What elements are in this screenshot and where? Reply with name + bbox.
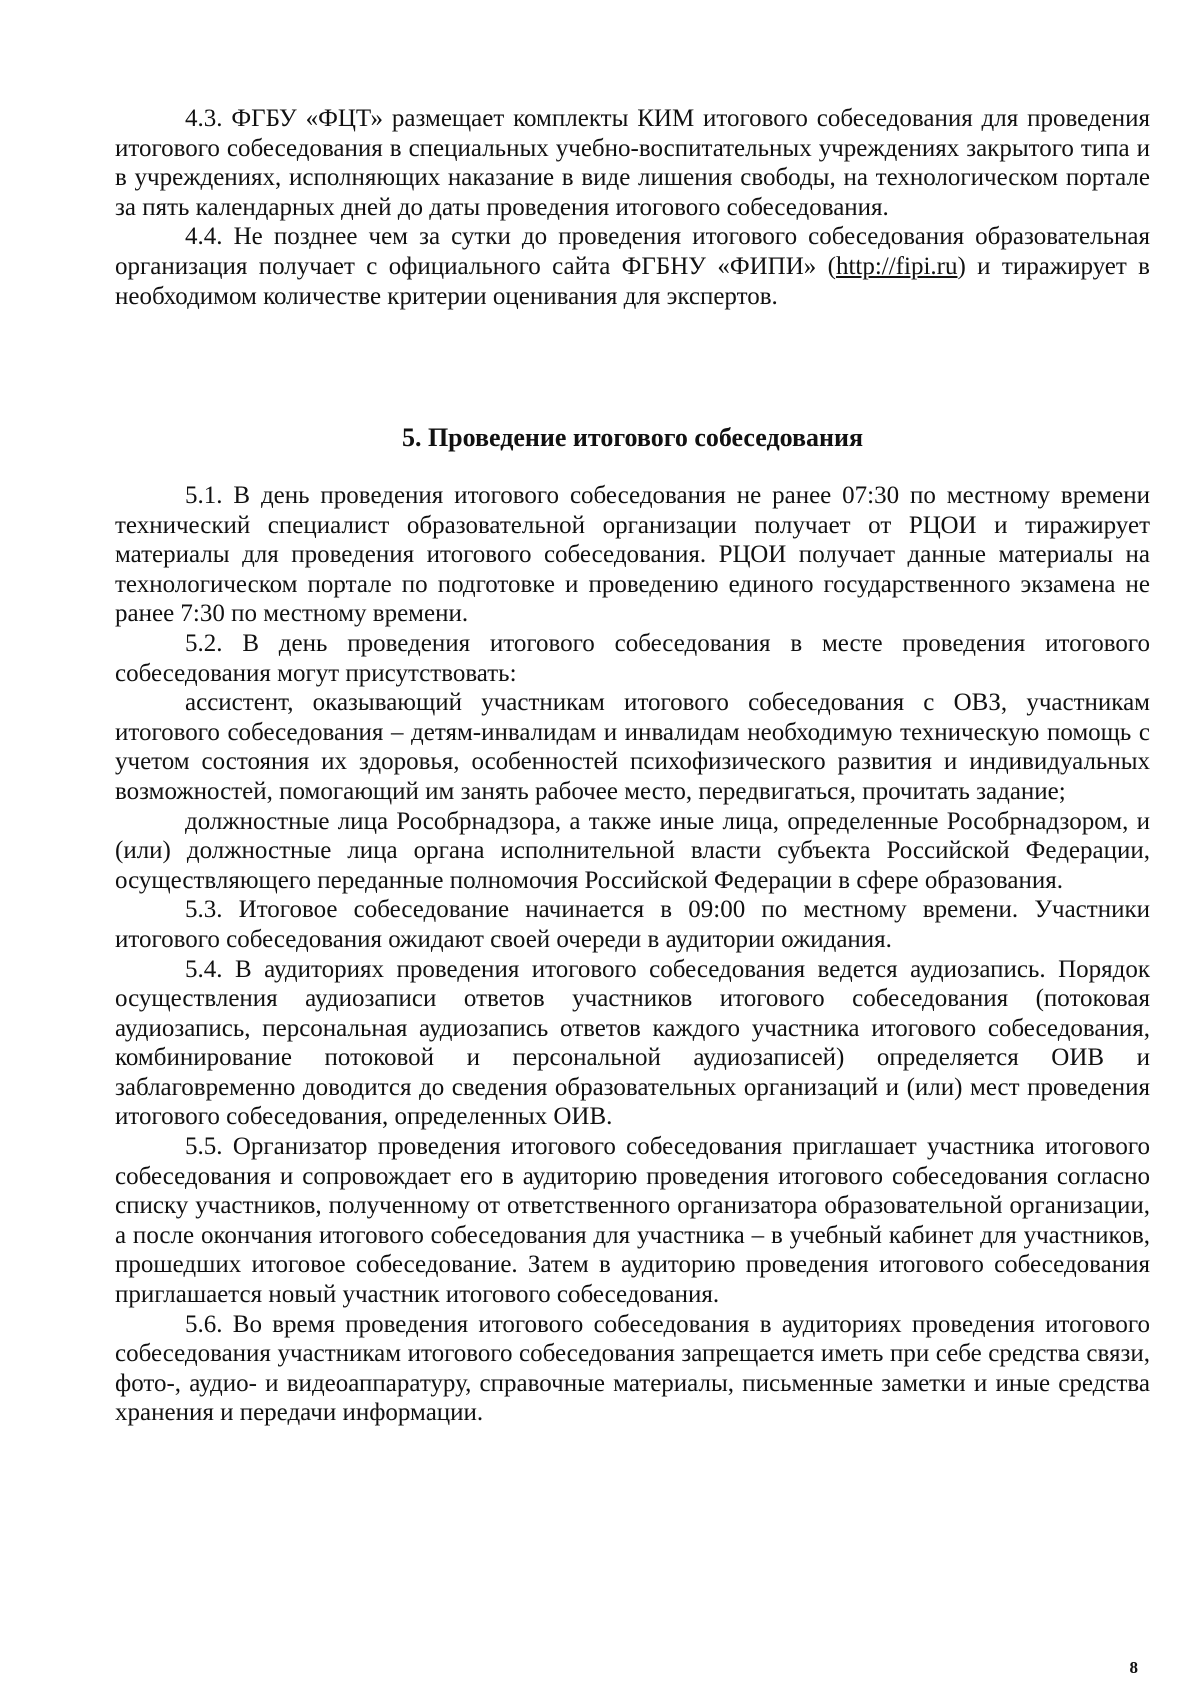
paragraph-4-4 xyxy=(115,222,1150,311)
paragraph-5-3: 5.3. Итоговое собеседование начинается в 09:00 по местному времени. Участники итогового собеседования ожидают своей очереди в аудитории ожидания. xyxy=(115,896,1150,953)
paragraph-5-2-officials: должностные лица Рособрнадзора, а также иные лица, определенные Рособрнадзором, и (или) должностные лица органа исполнительной власти субъекта Российской Федерации, осуществляющего переданные полномочия Российской Федерации в сфере образования. xyxy=(115,807,1150,894)
paragraph-4-3: 4.3. ФГБУ «ФЦТ» размещает комплекты КИМ итогового собеседования для проведения итогового собеседования в специальных учебно-воспитательных учреждениях закрытого типа и в учреждениях, исполняющих наказание в виде лишения свободы, на технологическом портале за пять календарных дней до даты проведения итогового собеседования. xyxy=(115,105,1150,221)
paragraph-5-5: 5.5. Организатор проведения итогового собеседования приглашает участника итогового собеседования и сопровождает его в аудиторию проведения итогового собеседования согласно списку участников, полученному от ответственного организатора образовательной организации, а после окончания итогового собеседования для участника – в учебный кабинет для участников, прошедших итоговое собеседование. Затем в аудиторию проведения итогового собеседования приглашается новый участник итогового собеседования. xyxy=(115,1133,1150,1309)
page-number: 8 xyxy=(1129,1658,1138,1677)
section-5-heading: 5. Проведение итогового собеседования xyxy=(401,423,864,452)
paragraph-5-2: 5.2. В день проведения итогового собеседования в месте проведения итогового собеседования могут присутствовать: xyxy=(115,629,1150,687)
paragraph-5-1: 5.1. В день проведения итогового собеседования не ранее 07:30 по местному времени технический специалист образовательной организации получает от РЦОИ и тиражирует материалы для проведения итогового собеседования. РЦОИ получает данные материалы на технологическом портале по подготовке и проведению единого государственного экзамена не ранее 7:30 по местному времени. xyxy=(115,482,1150,628)
section-5-text xyxy=(115,481,1150,1428)
paragraph-5-6: 5.6. Во время проведения итогового собеседования в аудиториях проведения итогового собеседования участникам итогового собеседования запрещается иметь при себе средства связи, фото-, аудио- и видеоаппаратуру, справочные материалы, письменные заметки и иные средства хранения и передачи информации. xyxy=(115,1310,1150,1427)
paragraph-5-4: 5.4. В аудиториях проведения итогового собеседования ведется аудиозапись. Порядок осуществления аудиозаписи ответов участников итогового собеседования (потоковая аудиозапись, персональная аудиозапись ответов каждого участника итогового собеседования, комбинирование потоковой и персональной аудиозаписей) определяется ОИВ и заблаговременно доводится до сведения образовательных организаций и (или) мест проведения итогового собеседования, определенных ОИВ. xyxy=(115,955,1150,1131)
section-4-text xyxy=(115,104,1150,311)
fipi-link[interactable]: http://fipi.ru xyxy=(835,252,958,280)
paragraph-4-4-text-start: 4.4. Не позднее чем за сутки до проведения итогового собеседования образовательная организация получает с официального сайта ФГБНУ «ФИПИ» ( xyxy=(115,223,1150,280)
paragraph-4-4-text-end: ) и тиражирует в необходимом количестве критерии оценивания для экспертов. xyxy=(115,252,1150,310)
paragraph-5-2-assistant: ассистент, оказывающий участникам итогового собеседования с ОВЗ, участникам итогового собеседования – детям-инвалидам и инвалидам необходимую техническую помощь с учетом состояния их здоровья, особенностей психофизического развития и индивидуальных возможностей, помогающий им занять рабочее место, передвигаться, прочитать задание; xyxy=(115,689,1150,805)
